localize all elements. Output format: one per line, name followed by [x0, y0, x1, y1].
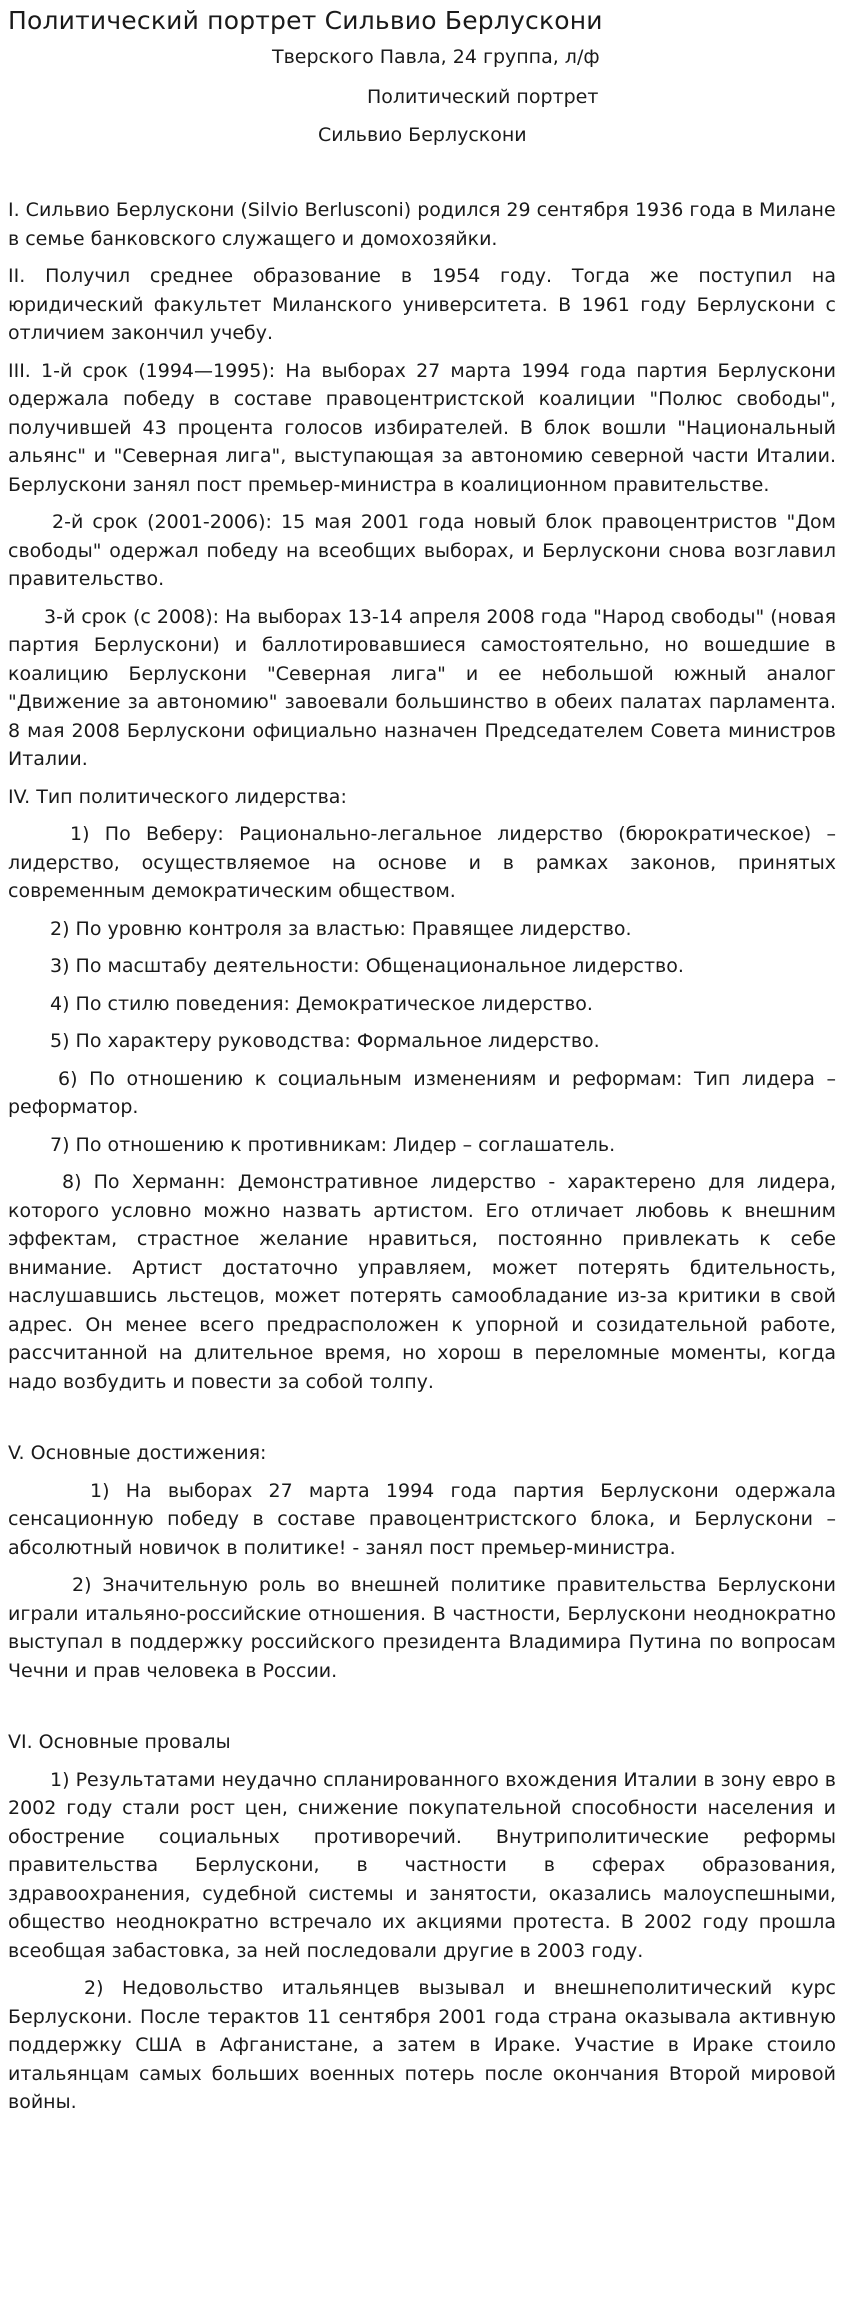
leadership-item-8: 8) По Херманн: Демонстративное лидерство - характерено для лидера, которого условно можно назвать артистом. Его отличает любовь к внешним эффектам, страстное желание нравиться, постоянно привлекать к себе внимание. Артист достаточно управляем, может потерять бдительность, наслушавшись льстецов, может потерять самообладание из-за критики в свой адрес. Он менее всего предрасположен к упорной и созидательной работе, рассчитанной на длительное время, но хорош в переломные моменты, когда надо возбудить и повести за собой толпу.: [8, 1171, 836, 1393]
document-title: Политический портрет Сильвио Берлускони: [8, 6, 603, 35]
document-body: [8, 196, 836, 2126]
section-leadership-heading: IV. Тип политического лидерства:: [8, 785, 347, 808]
section-failures-heading: VI. Основные провалы: [8, 1731, 231, 1753]
leadership-item-2: 2) По уровню контроля за властью: Правящее лидерство.: [50, 917, 632, 940]
leadership-item-6: 6) По отношению к социальным изменениям и реформам: Тип лидера – реформатор.: [8, 1067, 836, 1118]
leadership-item-3: 3) По масштабу деятельности: Общенациональное лидерство.: [50, 955, 684, 977]
section-education: II. Получил среднее образование в 1954 году. Тогда же поступил на юридический факультет Миланского университета. В 1961 году Берлускони с отличием закончил учебу.: [8, 265, 836, 344]
leadership-item-1: 1) По Веберу: Рационально-легальное лидерство (бюрократическое) – лидерство, осуществляемое на основе и в рамках законов, принятых современным демократическим обществом.: [8, 823, 836, 902]
achievement-item-2: 2) Значительную роль во внешней политике правительства Берлускони играли итальяно-российские отношения. В частности, Берлускони неоднократно выступал в поддержку российского президента Владимира Путина по вопросам Чечни и прав человека в России.: [8, 1574, 836, 1682]
spacer: [8, 1694, 836, 1728]
leadership-item-7: 7) По отношению к противникам: Лидер – соглашатель.: [50, 1133, 616, 1156]
leadership-item-5: 5) По характеру руководства: Формальное лидерство.: [50, 1030, 600, 1052]
section-achievements-heading: V. Основные достижения:: [8, 1442, 267, 1464]
failure-item-1: 1) Результатами неудачно спланированного вхождения Италии в зону евро в 2002 году стали рост цен, снижение покупательной способности населения и обострение социальных противоречий. Внутриполитические реформы правительства Берлускони, в частности в сферах образования, здравоохранения, судебной системы и занятости, оказались малоуспешными, общество неоднократно встречало их акциями протеста. В 2002 году прошла всеобщая забастовка, за ней последовали другие в 2003 году.: [8, 1768, 836, 1962]
section-term-3: 3-й срок (с 2008): На выборах 13-14 апреля 2008 года "Народ свободы" (новая партия Берлускони) и баллотировавшиеся самостоятельно, но вошедшие в коалицию Берлускони "Северная лига" и ее небольшой южный аналог "Движение за автономию" завоевали большинство в обеих палатах парламента. 8 мая 2008 Берлускони официально назначен Председателем Совета министров Италии.: [8, 605, 836, 770]
section-birth: I. Сильвио Берлускони (Silvio Berlusconi) родился 29 сентября 1936 года в Милане в семье банковского служащего и домохозяйки.: [8, 199, 836, 250]
section-term-2: 2-й срок (2001-2006): 15 мая 2001 года новый блок правоцентристов "Дом свободы" одержал победу на всеобщих выборах, и Берлускони снова возглавил правительство.: [8, 511, 836, 590]
author-line: Тверского Павла, 24 группа, л/ф: [272, 46, 600, 68]
failure-item-2: 2) Недовольство итальянцев вызывал и внешнеполитический курс Берлускони. После терактов 11 сентября 2001 года страна оказывала активную поддержку США в Афганистане, а затем в Ираке. Участие в Ираке стоило итальянцам самых больших военных потерь после окончания Второй мировой войны.: [8, 1977, 836, 2113]
section-term-1: III. 1-й срок (1994—1995): На выборах 27 марта 1994 года партия Берлускони одержала победу в составе правоцентристской коалиции "Полюс свободы", получившей 43 процента голосов избирателей. В блок вошли "Национальный альянс" и "Северная лига", выступающая за автономию северной части Италии. Берлускони занял пост премьер-министра в коалиционном правительстве.: [8, 359, 836, 496]
spacer: [8, 1405, 836, 1439]
subtitle-line-1: Политический портрет: [367, 86, 599, 108]
subtitle-line-2: Сильвио Берлускони: [318, 124, 527, 146]
leadership-item-4: 4) По стилю поведения: Демократическое лидерство.: [50, 992, 593, 1015]
achievement-item-1: 1) На выборах 27 марта 1994 года партия Берлускони одержала сенсационную победу в составе правоцентристского блока, и Берлускони – абсолютный новичок в политике! - занял пост премьер-министра.: [8, 1479, 836, 1559]
